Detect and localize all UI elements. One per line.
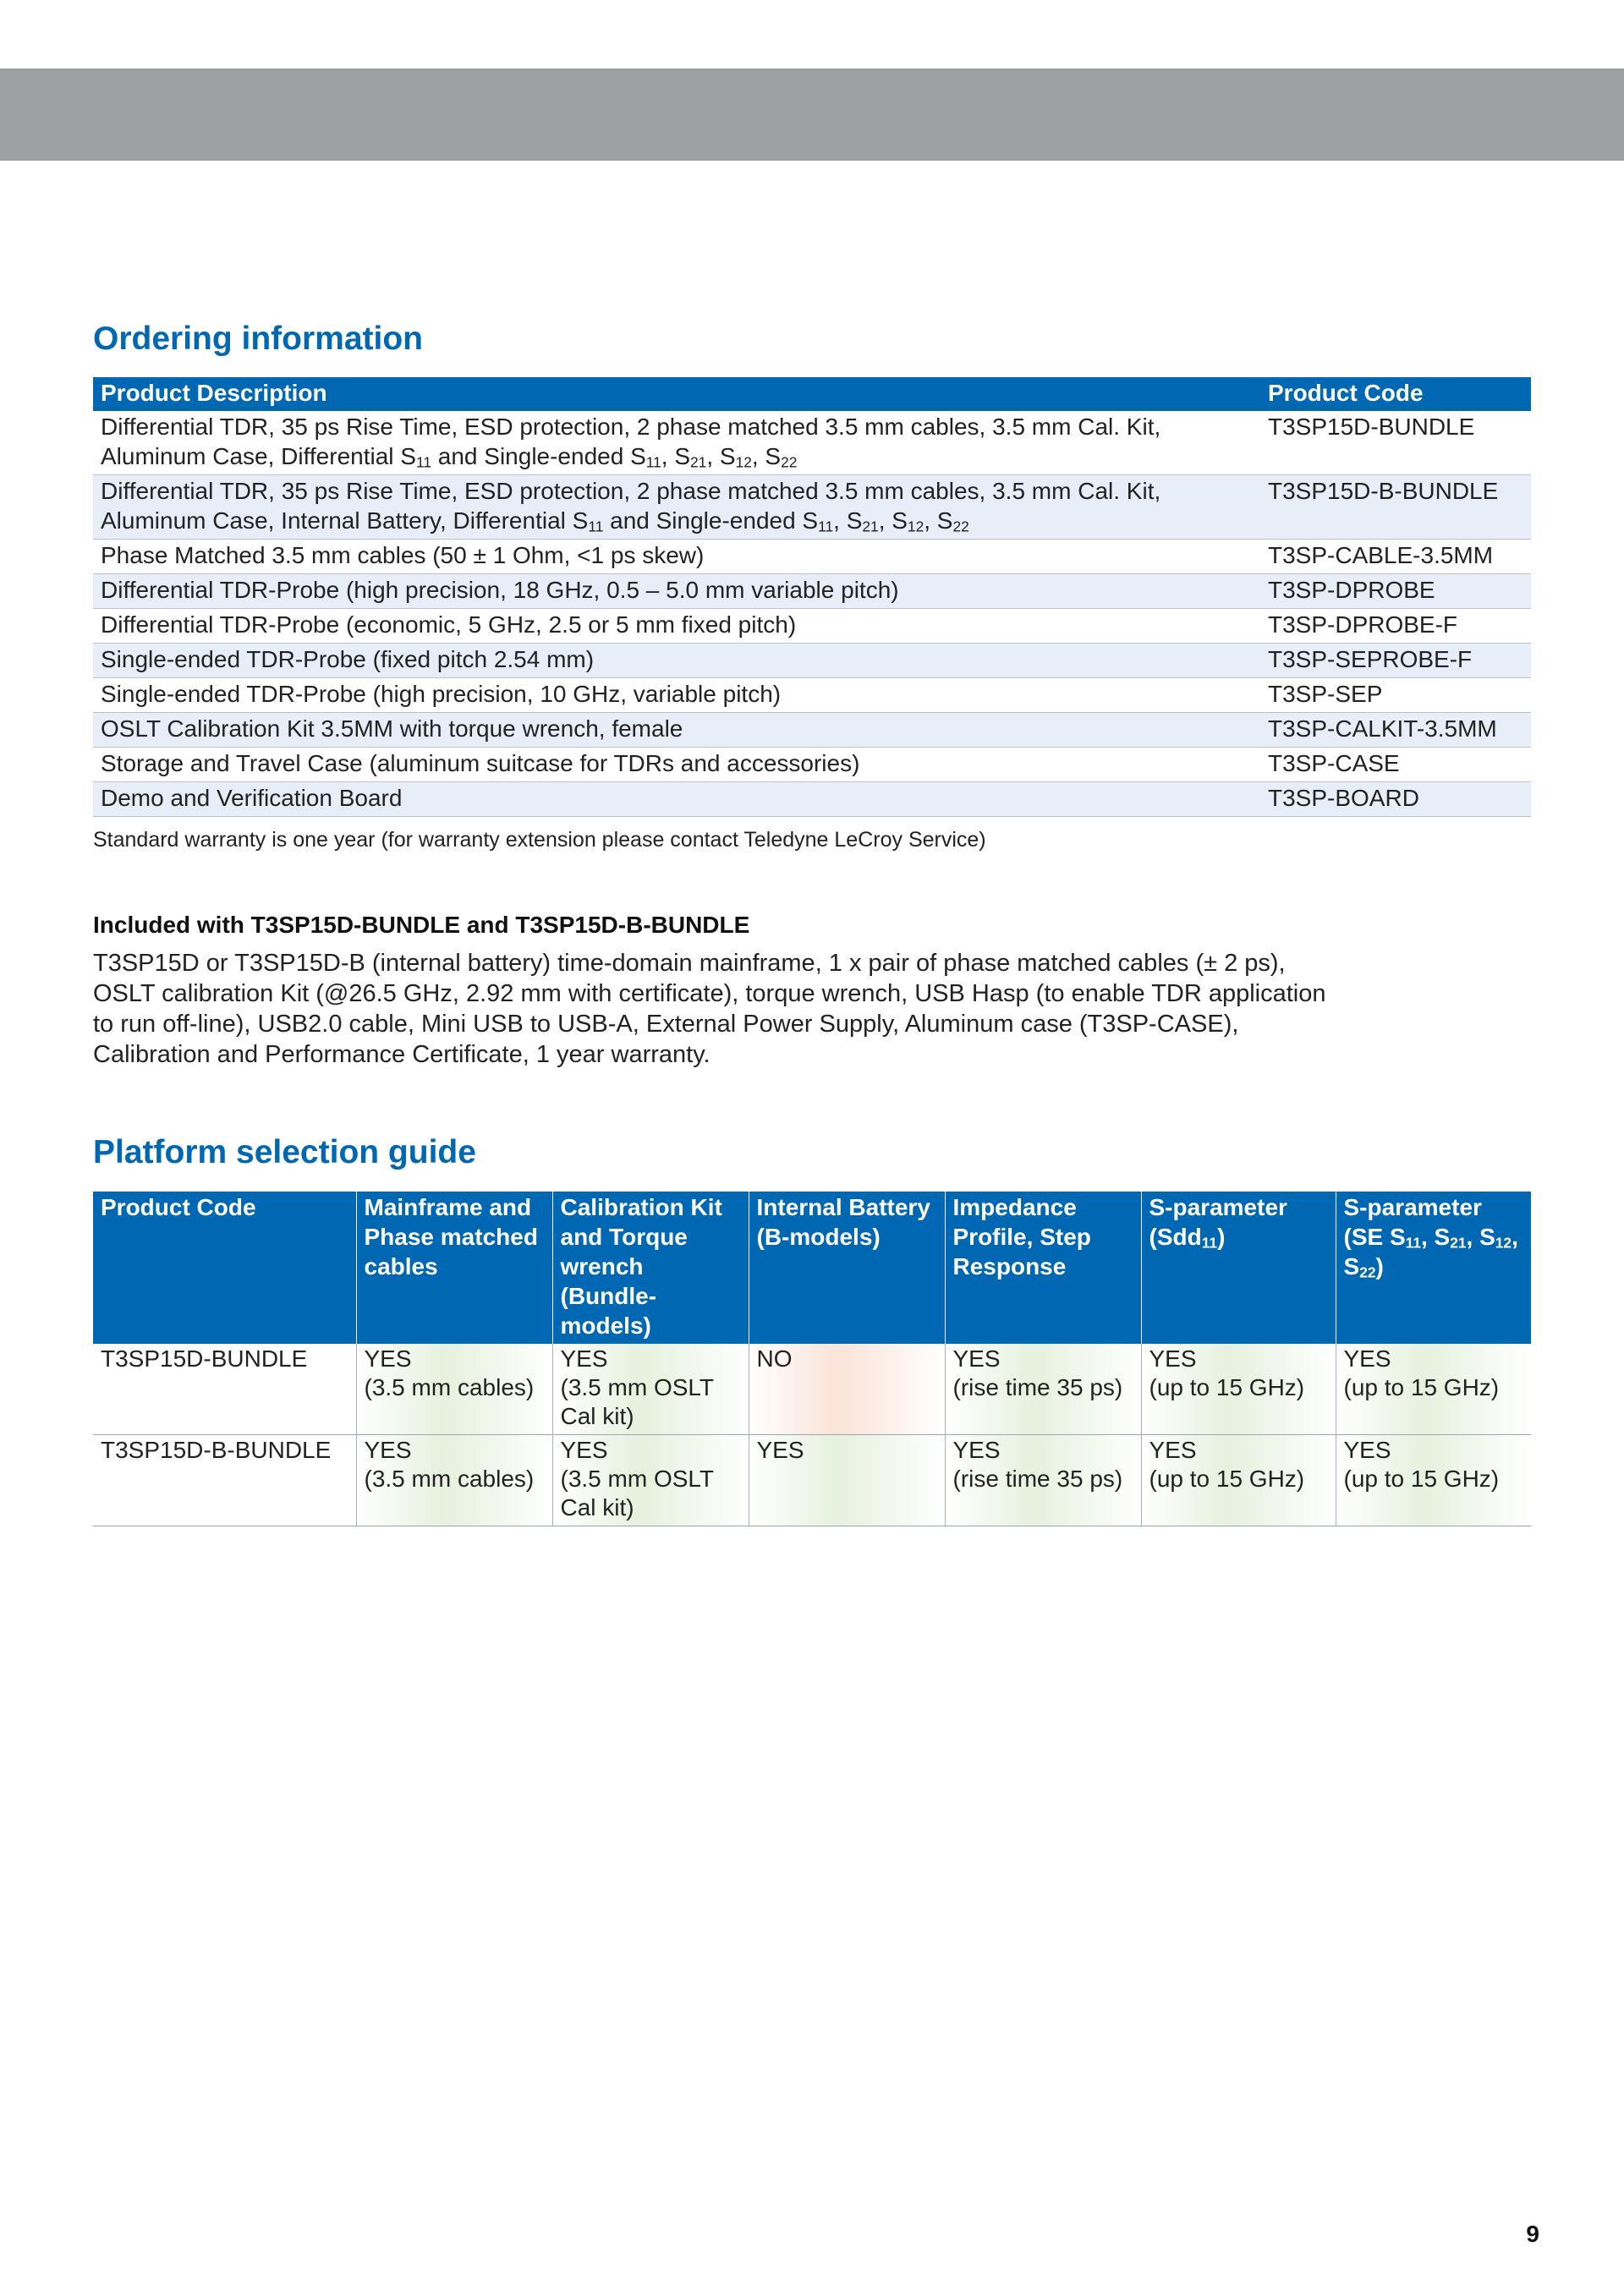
product-code-cell: T3SP15D-BUNDLE — [93, 1344, 356, 1435]
product-code-cell: T3SP15D-B-BUNDLE — [93, 1435, 356, 1526]
impedance-header: Impedance Profile, Step Response — [945, 1192, 1141, 1344]
sparam-se-header: S-parameter (SE $S_{11}$, $S_{21}$, $S_{12}$, $S_{22}$) — [1336, 1192, 1531, 1344]
table-row — [93, 713, 1531, 748]
sparam-diff-cell: YES (up to 15 GHz) — [1141, 1435, 1336, 1526]
product-description: Phase Matched 3.5 mm cables (50 ± 1 Ohm, <1 ps skew) — [101, 542, 705, 568]
battery-header: Internal Battery (B-models) — [749, 1192, 945, 1344]
table-row — [93, 1344, 1531, 1435]
product-code: T3SP-BOARD — [1260, 782, 1531, 817]
warranty-note: Standard warranty is one year (for warranty extension please contact Teledyne LeCroy Service) — [93, 828, 986, 852]
mainframe-header: Mainframe and Phase matched cables — [356, 1192, 552, 1344]
impedance-cell: YES (rise time 35 ps) — [945, 1435, 1141, 1526]
table-row — [93, 574, 1531, 609]
ordering-header-row — [93, 377, 1531, 411]
table-row — [93, 540, 1531, 574]
product-description: Differential TDR, 35 ps Rise Time, ESD protection, 2 phase matched 3.5 mm cables, 3.5 mm Cal. Kit, Aluminum Case, Internal Battery, Differential $S_{11}$ and Single-ended $S_{11}$, $S_{21}$, $S_{12}$, $S_{22}$ — [93, 475, 1260, 540]
table-row — [93, 411, 1531, 475]
product-description: Differential TDR-Probe (economic, 5 GHz, 2.5 or 5 mm fixed pitch) — [101, 611, 797, 638]
product-description: Single-ended TDR-Probe (high precision, 10 GHz, variable pitch) — [101, 681, 782, 707]
sparam-diff-header: S-parameter (Sdd$_{11}$) — [1141, 1192, 1336, 1344]
included-title: Included with T3SP15D-BUNDLE and T3SP15D-B-BUNDLE — [93, 912, 750, 938]
ordering-information-title: Ordering information — [93, 321, 423, 357]
included-body: T3SP15D or T3SP15D-B (internal battery) time-domain mainframe, 1 x pair of phase matched cables (± 2 ps), OSLT calibration Kit (@26.5 GHz, 2.92 mm with certificate), torque wrench, USB Hasp (to enable TDR application to run off-line), USB2.0 cable, Mini USB to USB-A, External Power Supply, Aluminum case (T3SP-CASE), Calibration and Performance Certificate, 1 year warranty. — [93, 950, 1326, 1068]
product-description: Demo and Verification Board — [93, 782, 1260, 817]
table-row — [93, 1435, 1531, 1526]
mainframe-cell: YES (3.5 mm cables) — [356, 1435, 552, 1526]
platform-table — [93, 1192, 1531, 1526]
calkit-cell: YES (3.5 mm OSLT Cal kit) — [552, 1344, 749, 1435]
impedance-cell: YES (rise time 35 ps) — [945, 1344, 1141, 1435]
platform-header-row — [93, 1192, 1531, 1344]
product-code: T3SP-SEPROBE-F — [1260, 644, 1531, 678]
mainframe-cell: YES (3.5 mm cables) — [356, 1344, 552, 1435]
table-row — [93, 678, 1531, 713]
product-code-header: Product Code — [93, 1192, 356, 1344]
table-row — [93, 644, 1531, 678]
table-row — [93, 609, 1531, 644]
top-header-band — [0, 68, 1624, 161]
product-description: Differential TDR-Probe (high precision, 18 GHz, 0.5 – 5.0 mm variable pitch) — [93, 574, 1260, 609]
table-row — [93, 748, 1531, 782]
table-row — [93, 475, 1531, 540]
product-description: OSLT Calibration Kit 3.5MM with torque wrench, female — [93, 713, 1260, 748]
product-code: T3SP-CABLE-3.5MM — [1268, 542, 1494, 568]
product-code: T3SP-CALKIT-3.5MM — [1260, 713, 1531, 748]
product-code: T3SP-SEP — [1268, 681, 1383, 707]
product-code: T3SP15D-BUNDLE — [1268, 414, 1475, 440]
product-description-header: Product Description — [93, 377, 1260, 411]
sparam-se-cell: YES (up to 15 GHz) — [1336, 1435, 1531, 1526]
platform-selection-title: Platform selection guide — [93, 1134, 476, 1170]
table-row — [93, 782, 1531, 817]
product-code: T3SP-CASE — [1268, 750, 1400, 776]
page-number: 9 — [1526, 2221, 1539, 2247]
sparam-se-cell: YES (up to 15 GHz) — [1336, 1344, 1531, 1435]
product-code: T3SP-DPROBE-F — [1268, 611, 1458, 638]
calkit-header: Calibration Kit and Torque wrench (Bundle-models) — [552, 1192, 749, 1344]
product-code: T3SP15D-B-BUNDLE — [1260, 475, 1531, 540]
ordering-table — [93, 377, 1531, 817]
product-description: Single-ended TDR-Probe (fixed pitch 2.54 mm) — [93, 644, 1260, 678]
product-code-header: Product Code — [1260, 377, 1531, 411]
product-description: Storage and Travel Case (aluminum suitcase for TDRs and accessories) — [101, 750, 860, 776]
battery-cell: NO — [749, 1344, 945, 1435]
battery-cell: YES — [749, 1435, 945, 1526]
product-code: T3SP-DPROBE — [1260, 574, 1531, 609]
product-description: Differential TDR, 35 ps Rise Time, ESD protection, 2 phase matched 3.5 mm cables, 3.5 mm Cal. Kit, Aluminum Case, Differential $S_{11}$ and Single-ended $S_{11}$, $S_{21}$, $S_{12}$, $S_{22}$ — [101, 414, 1161, 471]
calkit-cell: YES (3.5 mm OSLT Cal kit) — [552, 1435, 749, 1526]
sparam-diff-cell: YES (up to 15 GHz) — [1141, 1344, 1336, 1435]
